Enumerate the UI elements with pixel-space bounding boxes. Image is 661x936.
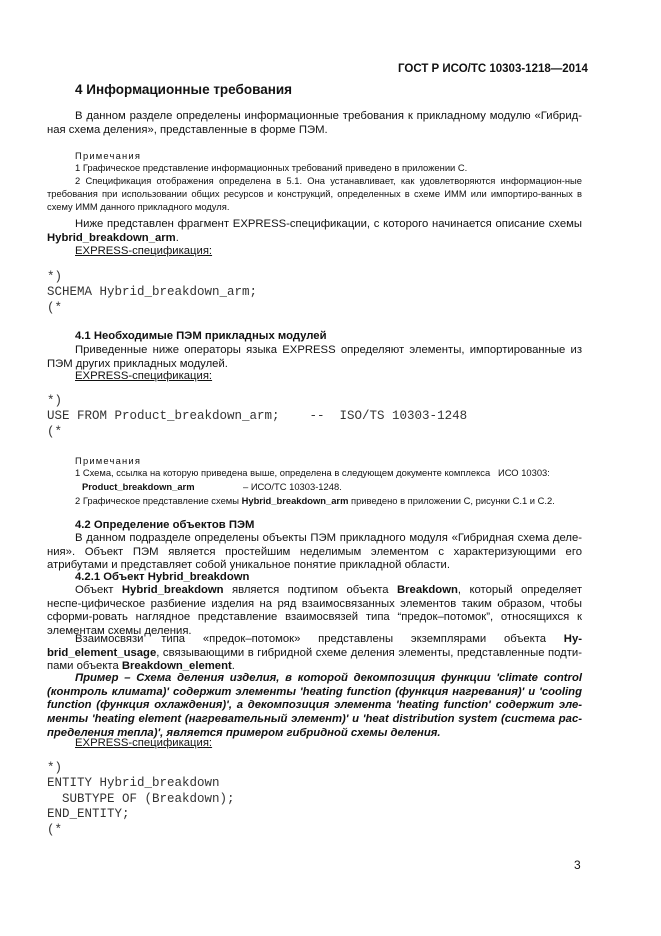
express-label-2: EXPRESS-спецификация:: [75, 370, 213, 382]
note-2-2-post: приведено в приложении С, рисунки С.1 и С.2.: [348, 495, 555, 506]
note-2-2-bold: Hybrid_breakdown_arm: [241, 495, 349, 506]
p1-a: Объект: [75, 584, 122, 596]
note-1-2: 2 Спецификация отображения определена в 5.1. Она устанавливает, как удовлетворяются информацион-ные требования при использовании общих ресурсов и конструкций, определенных в схеме ИММ или импортиро-ванных в схему ИММ данного прикладного модуля.: [47, 175, 582, 212]
p2-e: .: [231, 660, 235, 673]
code-line: END_ENTITY;: [47, 807, 130, 821]
note-2-1: 1 Схема, ссылка на которую приведена выше, определена в следующем документе комплекса ИСО 10303:: [75, 467, 550, 478]
note-2-1-item: Product_breakdown_arm: [82, 481, 195, 492]
p2-b: Hy-brid_element_usage: [47, 633, 582, 659]
section-4-2-title: 4.2 Определение объектов ПЭМ: [75, 519, 255, 531]
code-line: SCHEMA Hybrid_breakdown_arm;: [47, 285, 258, 299]
express-label-3: EXPRESS-спецификация:: [75, 737, 213, 749]
code-line: (*: [47, 425, 63, 439]
note-1-1: 1 Графическое представление информационных требований приведено в приложении С.: [75, 162, 468, 173]
code-line: *): [47, 394, 63, 408]
p2-d: Breakdown_element: [121, 660, 232, 673]
code-line: *): [47, 761, 63, 775]
express-intro-schema: Hybrid_breakdown_arm: [47, 231, 176, 244]
p2-c: , связывающими в гибридной схеме деления элементы, представленные подти-пами объекта: [47, 646, 582, 673]
page-number: 3: [574, 858, 581, 872]
notes-heading-1: Примечания: [75, 150, 142, 161]
p1-b: Hybrid_breakdown: [121, 584, 224, 596]
notes-heading-2: Примечания: [75, 455, 142, 466]
note-2-1-ref: – ИСО/ТС 10303-1248.: [243, 481, 342, 492]
express-label-1: EXPRESS-спецификация:: [75, 245, 213, 257]
p1-d: Breakdown: [397, 584, 458, 596]
express-intro: [47, 218, 582, 245]
standard-header: ГОСТ Р ИСО/ТС 10303-1218—2014: [398, 63, 588, 75]
section-4-intro: В данном разделе определены информационные требования к прикладному модулю «Гибрид-ная схема деления», представленные в форме ПЭМ.: [47, 110, 582, 136]
p1-e: , который определяет неспе-цифическое разбиение изделия на ряд взаимосвязанных элементов таким образом, чтобы сформи-ровать наглядное представление взаимосвязей типа “предок–потомок”, относящихся к элементам схемы деления.: [47, 584, 583, 638]
section-4-2-1-p1: [47, 584, 582, 639]
section-4-1-title: 4.1 Необходимые ПЭМ прикладных модулей: [75, 330, 327, 342]
section-4-title: 4 Информационные требования: [75, 82, 293, 97]
code-line: ENTITY Hybrid_breakdown: [47, 776, 220, 790]
code-line: USE FROM Product_breakdown_arm; -- ISO/TS 10303-1248: [47, 409, 468, 423]
code-line: SUBTYPE OF (Breakdown);: [47, 792, 235, 806]
section-4-2-1-p2: [47, 633, 582, 674]
note-2-2: [75, 494, 585, 507]
section-4-2-text: В данном подразделе определены объекты ПЭМ прикладного модуля «Гибридная схема деле-ния». Объект ПЭМ является простейшим неделимым элементом с характеризующими его атрибутами и представляет собой уникальное понятие прикладной области.: [47, 532, 582, 572]
code-line: *): [47, 270, 63, 284]
p2-a: Взаимосвязи типа «предок–потомок» представлены экземплярами объекта: [75, 633, 564, 645]
example-paragraph: Пример – Схема деления изделия, в которой декомпозиция функции 'climate control (контроль климата)' содержит элементы 'heating function (функция нагревания)' и 'cooling function (функция охлаждения)', а декомпозиция элемента 'heating function' содержит эле-менты 'heating element (нагревательный элемент)' и 'heat distribution system (система рас-пределения тепла)', является примером гибридной схемы деления.: [47, 672, 582, 739]
express-intro-text: Ниже представлен фрагмент EXPRESS-спецификации, с которого начинается описание схемы: [75, 218, 582, 230]
section-4-1-text: Приведенные ниже операторы языка EXPRESS определяют элементы, импортированные из ПЭМ других прикладных модулей.: [47, 344, 582, 370]
express-intro-end: .: [175, 231, 179, 244]
p1-c: является подтипом объекта: [223, 584, 397, 596]
section-4-2-1-title: 4.2.1 Объект Hybrid_breakdown: [75, 571, 250, 583]
note-2-2-pre: 2 Графическое представление схемы: [75, 495, 242, 506]
code-line: (*: [47, 823, 63, 837]
code-line: (*: [47, 301, 63, 315]
